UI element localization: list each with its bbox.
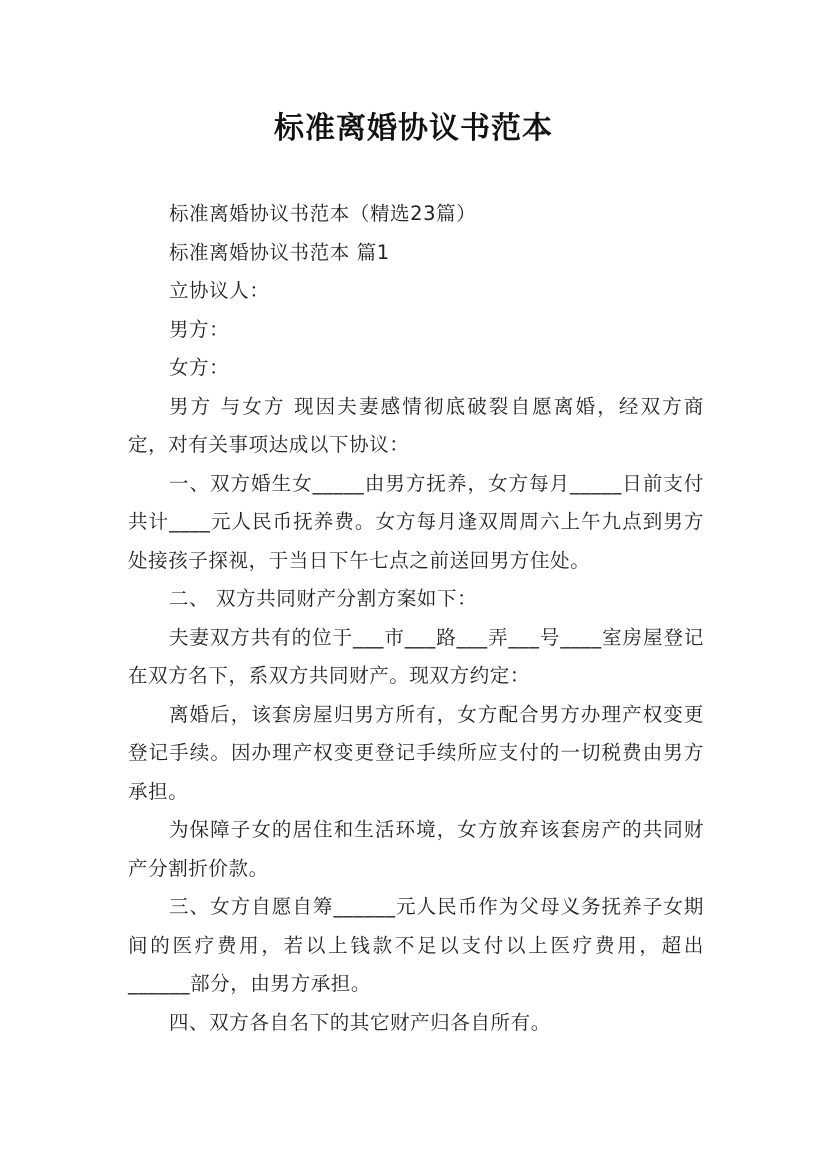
paragraph-subtitle: 标准离婚协议书范本（精选23篇） (168, 202, 477, 225)
paragraph-female-party: 女方： (168, 356, 230, 379)
paragraph-clause-3: 三、女方自愿自筹______元人民币作为父母义务抚养子女期间的医疗费用，若以上钱款不足以支付以上医疗费用，超出______部分，由男方承担。 (128, 895, 704, 995)
paragraph-property-waiver: 为保障子女的居住和生活环境，女方放弃该套房产的共同财产分割折价款。 (128, 818, 704, 880)
paragraph-section-heading: 标准离婚协议书范本 篇1 (168, 240, 390, 264)
paragraph-property: 夫妻双方共有的位于___市___路___弄___号____室房屋登记在双方名下，系双方共同财产。现双方约定： (128, 625, 704, 687)
paragraph-clause-4: 四、双方各自名下的其它财产归各自所有。 (168, 1010, 551, 1034)
document-title: 标准离婚协议书范本 (274, 111, 553, 146)
paragraph-parties-label: 立协议人： (168, 279, 270, 302)
paragraph-preamble: 男方 与女方 现因夫妻感情彻底破裂自愿离婚，经双方商定，对有关事项达成以下协议： (128, 394, 704, 456)
paragraph-property-after-divorce: 离婚后，该套房屋归男方所有，女方配合男方办理产权变更登记手续。因办理产权变更登记手续所应支付的一切税费由男方承担。 (128, 702, 704, 803)
paragraph-clause-2: 二、 双方共同财产分割方案如下： (168, 587, 478, 610)
document-body (128, 195, 704, 1042)
paragraph-clause-1: 一、双方婚生女_____由男方抚养，女方每月_____日前支付共计____元人民币抚养费。女方每月逢双周周六上午九点到男方处接孩子探视，于当日下午七点之前送回男方住处。 (128, 471, 704, 572)
paragraph-male-party: 男方： (168, 317, 230, 341)
